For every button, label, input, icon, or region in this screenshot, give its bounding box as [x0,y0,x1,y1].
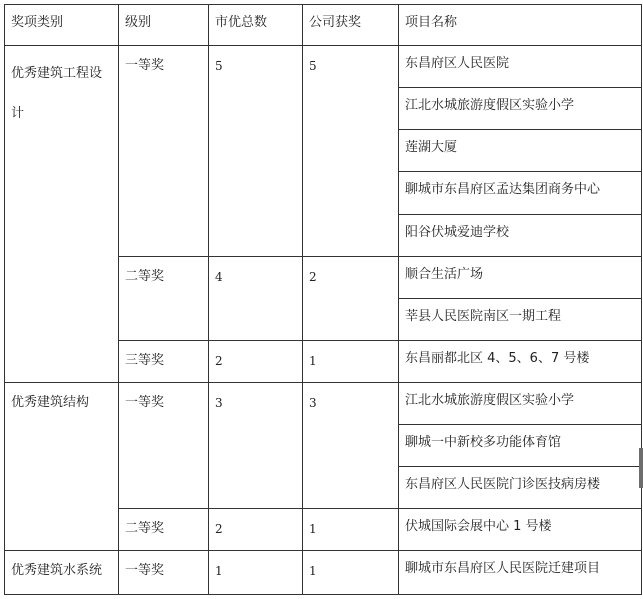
header-category: 奖项类别 [5,5,119,46]
table-row [5,46,642,88]
level-cell: 二等奖 [119,509,209,551]
company-awards-cell: 5 [303,46,399,257]
city-total-cell: 4 [209,257,303,341]
header-row [5,5,642,46]
category-cell: 优秀建筑结构 [5,383,119,551]
city-total-cell: 3 [209,383,303,509]
level-cell: 一等奖 [119,383,209,509]
project-cell: 阳谷伏城爱迪学校 [399,215,642,257]
level-cell: 二等奖 [119,257,209,341]
city-total-cell: 1 [209,551,303,595]
header-project-name: 项目名称 [399,5,642,46]
table-row [5,383,642,425]
awards-table [4,4,642,595]
project-cell: 江北水城旅游度假区实验小学 [399,383,642,425]
project-cell: 聊城市东昌府区人民医院迁建项目 [399,551,642,595]
category-cell: 优秀建筑工程设计 [5,46,119,383]
project-cell: 莲湖大厦 [399,130,642,172]
company-awards-cell: 1 [303,551,399,595]
project-cell: 东昌丽都北区 4、5、6、7 号楼 [399,341,642,383]
level-cell: 一等奖 [119,46,209,257]
project-cell: 顺合生活广场 [399,257,642,299]
project-cell: 东昌府区人民医院门诊医技病房楼 [399,467,642,509]
city-total-cell: 2 [209,509,303,551]
company-awards-cell: 2 [303,257,399,341]
project-cell: 莘县人民医院南区一期工程 [399,299,642,341]
company-awards-cell: 1 [303,509,399,551]
project-cell: 东昌府区人民医院 [399,46,642,88]
scrollbar-thumb[interactable] [639,448,643,488]
table-row [5,551,642,595]
level-cell: 三等奖 [119,341,209,383]
header-city-total: 市优总数 [209,5,303,46]
header-level: 级别 [119,5,209,46]
city-total-cell: 5 [209,46,303,257]
level-cell: 一等奖 [119,551,209,595]
category-cell: 优秀建筑水系统 [5,551,119,595]
header-company-awards: 公司获奖 [303,5,399,46]
company-awards-cell: 3 [303,383,399,509]
company-awards-cell: 1 [303,341,399,383]
city-total-cell: 2 [209,341,303,383]
project-cell: 聊城一中新校多功能体育馆 [399,425,642,467]
project-cell: 聊城市东昌府区孟达集团商务中心 [399,172,642,215]
project-cell: 江北水城旅游度假区实验小学 [399,88,642,130]
project-cell: 伏城国际会展中心 1 号楼 [399,509,642,551]
